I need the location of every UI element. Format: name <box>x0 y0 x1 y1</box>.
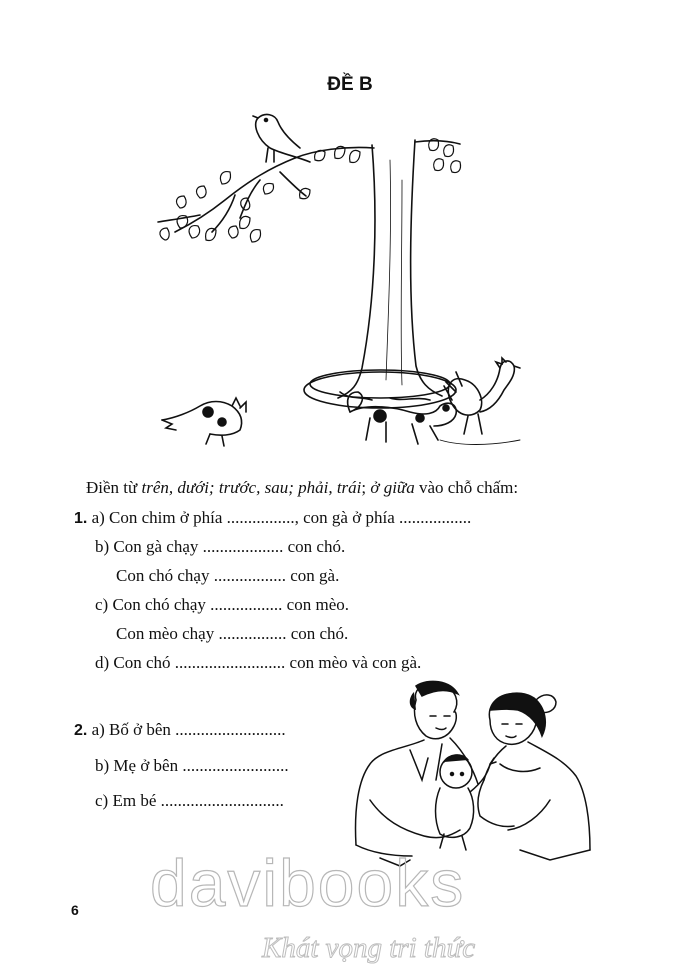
exercise-2-number: 2. <box>74 722 88 739</box>
exercise-1-line-d: d) Con chó .......................... con mèo và con gà. <box>95 653 422 672</box>
exercise-1-line-b2: Con chó chạy ................. con gà. <box>116 566 340 585</box>
page-number: 6 <box>71 902 79 918</box>
exercise-1-line-c2: Con mèo chạy ................ con chó. <box>116 624 349 643</box>
tree-animals-illustration <box>140 100 540 470</box>
family-illustration <box>350 680 600 870</box>
exercise-2-line-c: c) Em bé ............................. <box>95 791 284 810</box>
exercise-2-line-a: 2. a) Bố ở bên .......................... <box>74 720 286 739</box>
exercise-1-line-a: 1. a) Con chim ở phía ................, con gà ở phía ................. <box>74 508 472 527</box>
instruction-text: Điền từ trên, dưới; trước, sau; phải, trái; ở giữa vào chỗ chấm: <box>86 478 519 497</box>
exercise-1-line-b: b) Con gà chạy ................... con chó. <box>95 537 346 556</box>
exercise-1-number: 1. <box>74 510 88 527</box>
watermark-slogan: Khát vọng tri thức <box>262 932 476 964</box>
page-title: ĐỀ B <box>327 74 373 95</box>
exercise-1-line-c: c) Con chó chạy ................. con mèo. <box>95 595 349 614</box>
watermark-brand: davibooks <box>150 846 466 920</box>
exercise-2-line-b: b) Mẹ ở bên ......................... <box>95 756 289 775</box>
